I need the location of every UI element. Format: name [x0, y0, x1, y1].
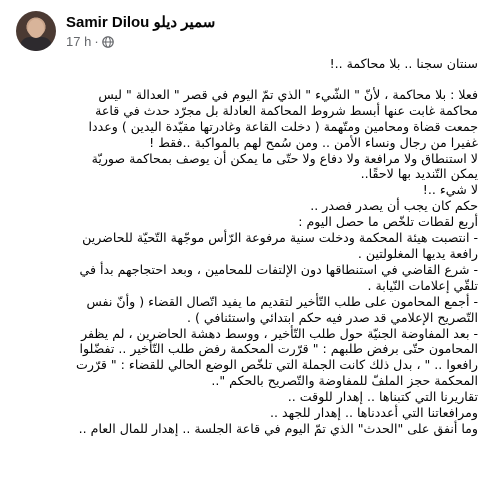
post-line: غفيرا من رجال ونساء الأمن .. ومن سُمح لهم بالمواكبة ..فقط ! [149, 134, 478, 150]
post-header [0, 0, 487, 56]
post-line: تلقّي إعلامات النّيابة . [367, 277, 478, 293]
post-line: ومرافعاتنا التي أعددناها .. إهدار للجهد .. [270, 405, 478, 421]
post-line: - بعد المفاوضة الجنيّة حول طلب التّأخير ، ووسط دهشة الحاضرين ، لم يظفر [81, 325, 478, 341]
post-line: المحامون حتّى برفض طلبهم : " قرّرت المحكمة رفض طلب التّأخير .. تفضّلوا [79, 341, 478, 357]
paragraph-gap [10, 72, 478, 87]
avatar[interactable] [16, 11, 56, 51]
post-line: وما أنفق على "الحدث" الذي تمّ اليوم في قاعة الجلسة .. إهدار للمال العام .. [78, 420, 478, 436]
post-line: فعلا : بلا محاكمة ، لأنّ " الشّيء " الذي تمّ اليوم في قصر " العدالة " ليس [98, 86, 478, 102]
avatar-face [28, 19, 44, 38]
post-line: لا شيء ..! [422, 182, 478, 198]
post-line: رافعة يديها المغلولتين . [357, 245, 478, 261]
post-line: التّصريح الإعلامي قد صدر فيه حكم ابتدائي واستئنافي ) . [186, 309, 478, 325]
post-line: حكم كان يجب أن يصدر فصدر .. [310, 198, 478, 214]
post-line: - شرع القاضي في استنطاقها دون الإلتفات للمحامين ، وبعد احتجاجهم بدأ في [79, 261, 478, 277]
post-line: جمعت قضاة ومحامين ومتّهمة ( دخلت القاعة وغادرتها مقيّدة اليدين ) وعددا [88, 118, 478, 134]
post-line: المحكمة حجز الملفّ للمفاوضة والتّصريح بالحكم ".. [211, 373, 478, 389]
post-line: أربع لقطات تلخّص ما حصل اليوم : [298, 214, 478, 230]
post-meta [66, 34, 114, 49]
post-line: تقاريرنا التي كتبناها .. إهدار للوقت .. [287, 389, 478, 405]
post-line: رافعوا .. " ، بدل ذلك كانت الجملة التي تلخّص الوضع الحالي للقضاء : " قرّرت [75, 357, 478, 373]
post-line: - أجمع المحامون على طلب التّأخير لتقديم ما يفيد اتّصال القضاء ( وأنّ نفس [86, 293, 478, 309]
post-line: - انتصبت هيئة المحكمة ودخلت سنية مرفوعة الرّأس موجّهة التّحيّة للحاضرين [82, 230, 478, 246]
avatar-suit [20, 37, 52, 51]
post-line: لا استنطاق ولا مرافعة ولا دفاع ولا حتّى ما يمكن أن يوصف بمحاكمة صوريّة [91, 150, 478, 166]
post-time[interactable]: 17 h [66, 34, 92, 49]
post-line: يمكن التّنديد بها لاحقًا.. [360, 166, 478, 182]
post-line: محاكمة غابت عنها أبسط شروط المحاكمة العادلة بل مجرّد حدث في قاعة [95, 102, 478, 118]
meta-separator: · [94, 34, 99, 49]
author-name[interactable]: Samir Dilou سمير ديلو [66, 14, 216, 31]
post-body [10, 56, 478, 437]
post-line: سنتان سجنا .. بلا محاكمة ..! [329, 56, 478, 71]
globe-icon [102, 36, 114, 48]
